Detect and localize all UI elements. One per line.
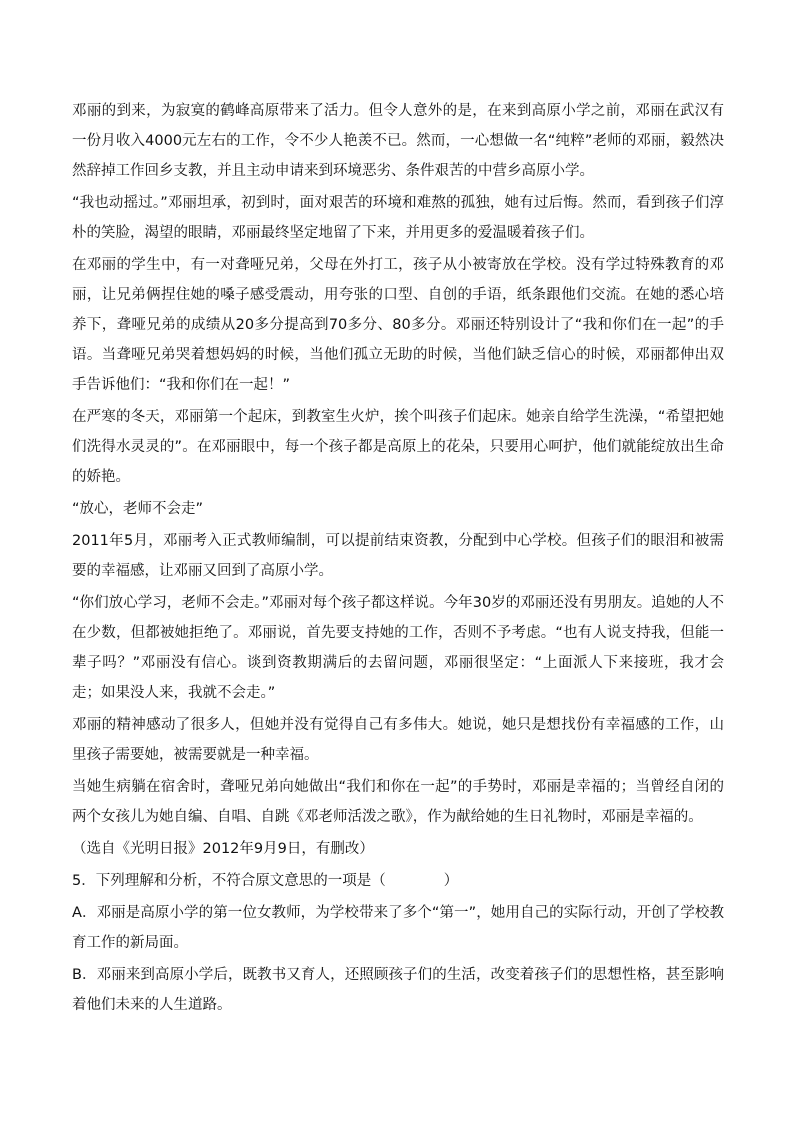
question-stem: 5．下列理解和分析，不符合原文意思的一项是（ ） [72,873,459,889]
article-paragraph: 邓丽的精神感动了很多人，但她并没有觉得自己有多伟大。她说，她只是想找份有幸福感的工作，山里孩子需要她，被需要就是一种幸福。 [72,717,724,763]
source-citation: （选自《光明日报》2012年9月9日，有删改） [72,841,374,857]
article-paragraph: 2011年5月，邓丽考入正式教师编制，可以提前结束资教，分配到中心学校。但孩子们的眼泪和被需要的幸福感，让邓丽又回到了高原小学。 [72,533,724,579]
article-paragraph: 邓丽的到来，为寂寞的鹤峰高原带来了活力。但令人意外的是，在来到高原小学之前，邓丽在武汉有一份月收入4000元左右的工作，令不少人艳羡不已。然而，一心想做一名“纯粹”老师的邓丽，毅然决然辞掉工作回乡支教，并且主动申请来到环境恶劣、条件艰苦的中营乡高原小学。 [72,103,724,179]
question-option-b: B．邓丽来到高原小学后，既教书又育人，还照顾孩子们的生活，改变着孩子们的思想性格，甚至影响着他们未来的人生道路。 [72,967,724,1013]
article-paragraph: 当她生病躺在宿舍时，聋哑兄弟向她做出“我们和你在一起”的手势时，邓丽是幸福的；当曾经自闭的两个女孩儿为她自编、自唱、自跳《邓老师活泼之歌》，作为献给她的生日礼物时，邓丽是幸福的。 [72,779,724,825]
article-paragraph: 在邓丽的学生中，有一对聋哑兄弟，父母在外打工，孩子从小被寄放在学校。没有学过特殊教育的邓丽，让兄弟俩捏住她的嗓子感受震动，用夸张的口型、自创的手语，纸条跟他们交流。在她的悉心培养下，聋哑兄弟的成绩从20多分提高到70多分、80多分。邓丽还特别设计了“我和你们在一起”的手语。当聋哑兄弟哭着想妈妈的时候，当他们孤立无助的时候，当他们缺乏信心的时候，邓丽都伸出双手告诉他们：“我和你们在一起！” [72,257,724,393]
article-paragraph: “我也动摇过。”邓丽坦承，初到时，面对艰苦的环境和难熬的孤独，她有过后悔。然而，看到孩子们淳朴的笑脸，渴望的眼睛，邓丽最终坚定地留了下来，并用更多的爱温暖着孩子们。 [72,195,724,241]
question-option-a: A．邓丽是高原小学的第一位女教师，为学校带来了多个“第一”，她用自己的实际行动，开创了学校教育工作的新局面。 [72,905,724,951]
article-paragraph: 在严寒的冬天，邓丽第一个起床，到教室生火炉，挨个叫孩子们起床。她亲自给学生洗澡，“希望把她们洗得水灵灵的”。在邓丽眼中，每一个孩子都是高原上的花朵，只要用心呵护，他们就能绽放出生命的娇艳。 [72,409,724,485]
document-page [72,96,724,1020]
article-paragraph: “你们放心学习，老师不会走。”邓丽对每个孩子都这样说。今年30岁的邓丽还没有男朋友。追她的人不在少数，但都被她拒绝了。邓丽说，首先要支持她的工作，否则不予考虑。“也有人说支持我，但能一辈子吗？”邓丽没有信心。谈到资教期满后的去留问题，邓丽很坚定：“上面派人下来接班，我才会走；如果没人来，我就不会走。” [72,595,724,701]
section-subheading: “放心，老师不会走” [72,501,204,517]
